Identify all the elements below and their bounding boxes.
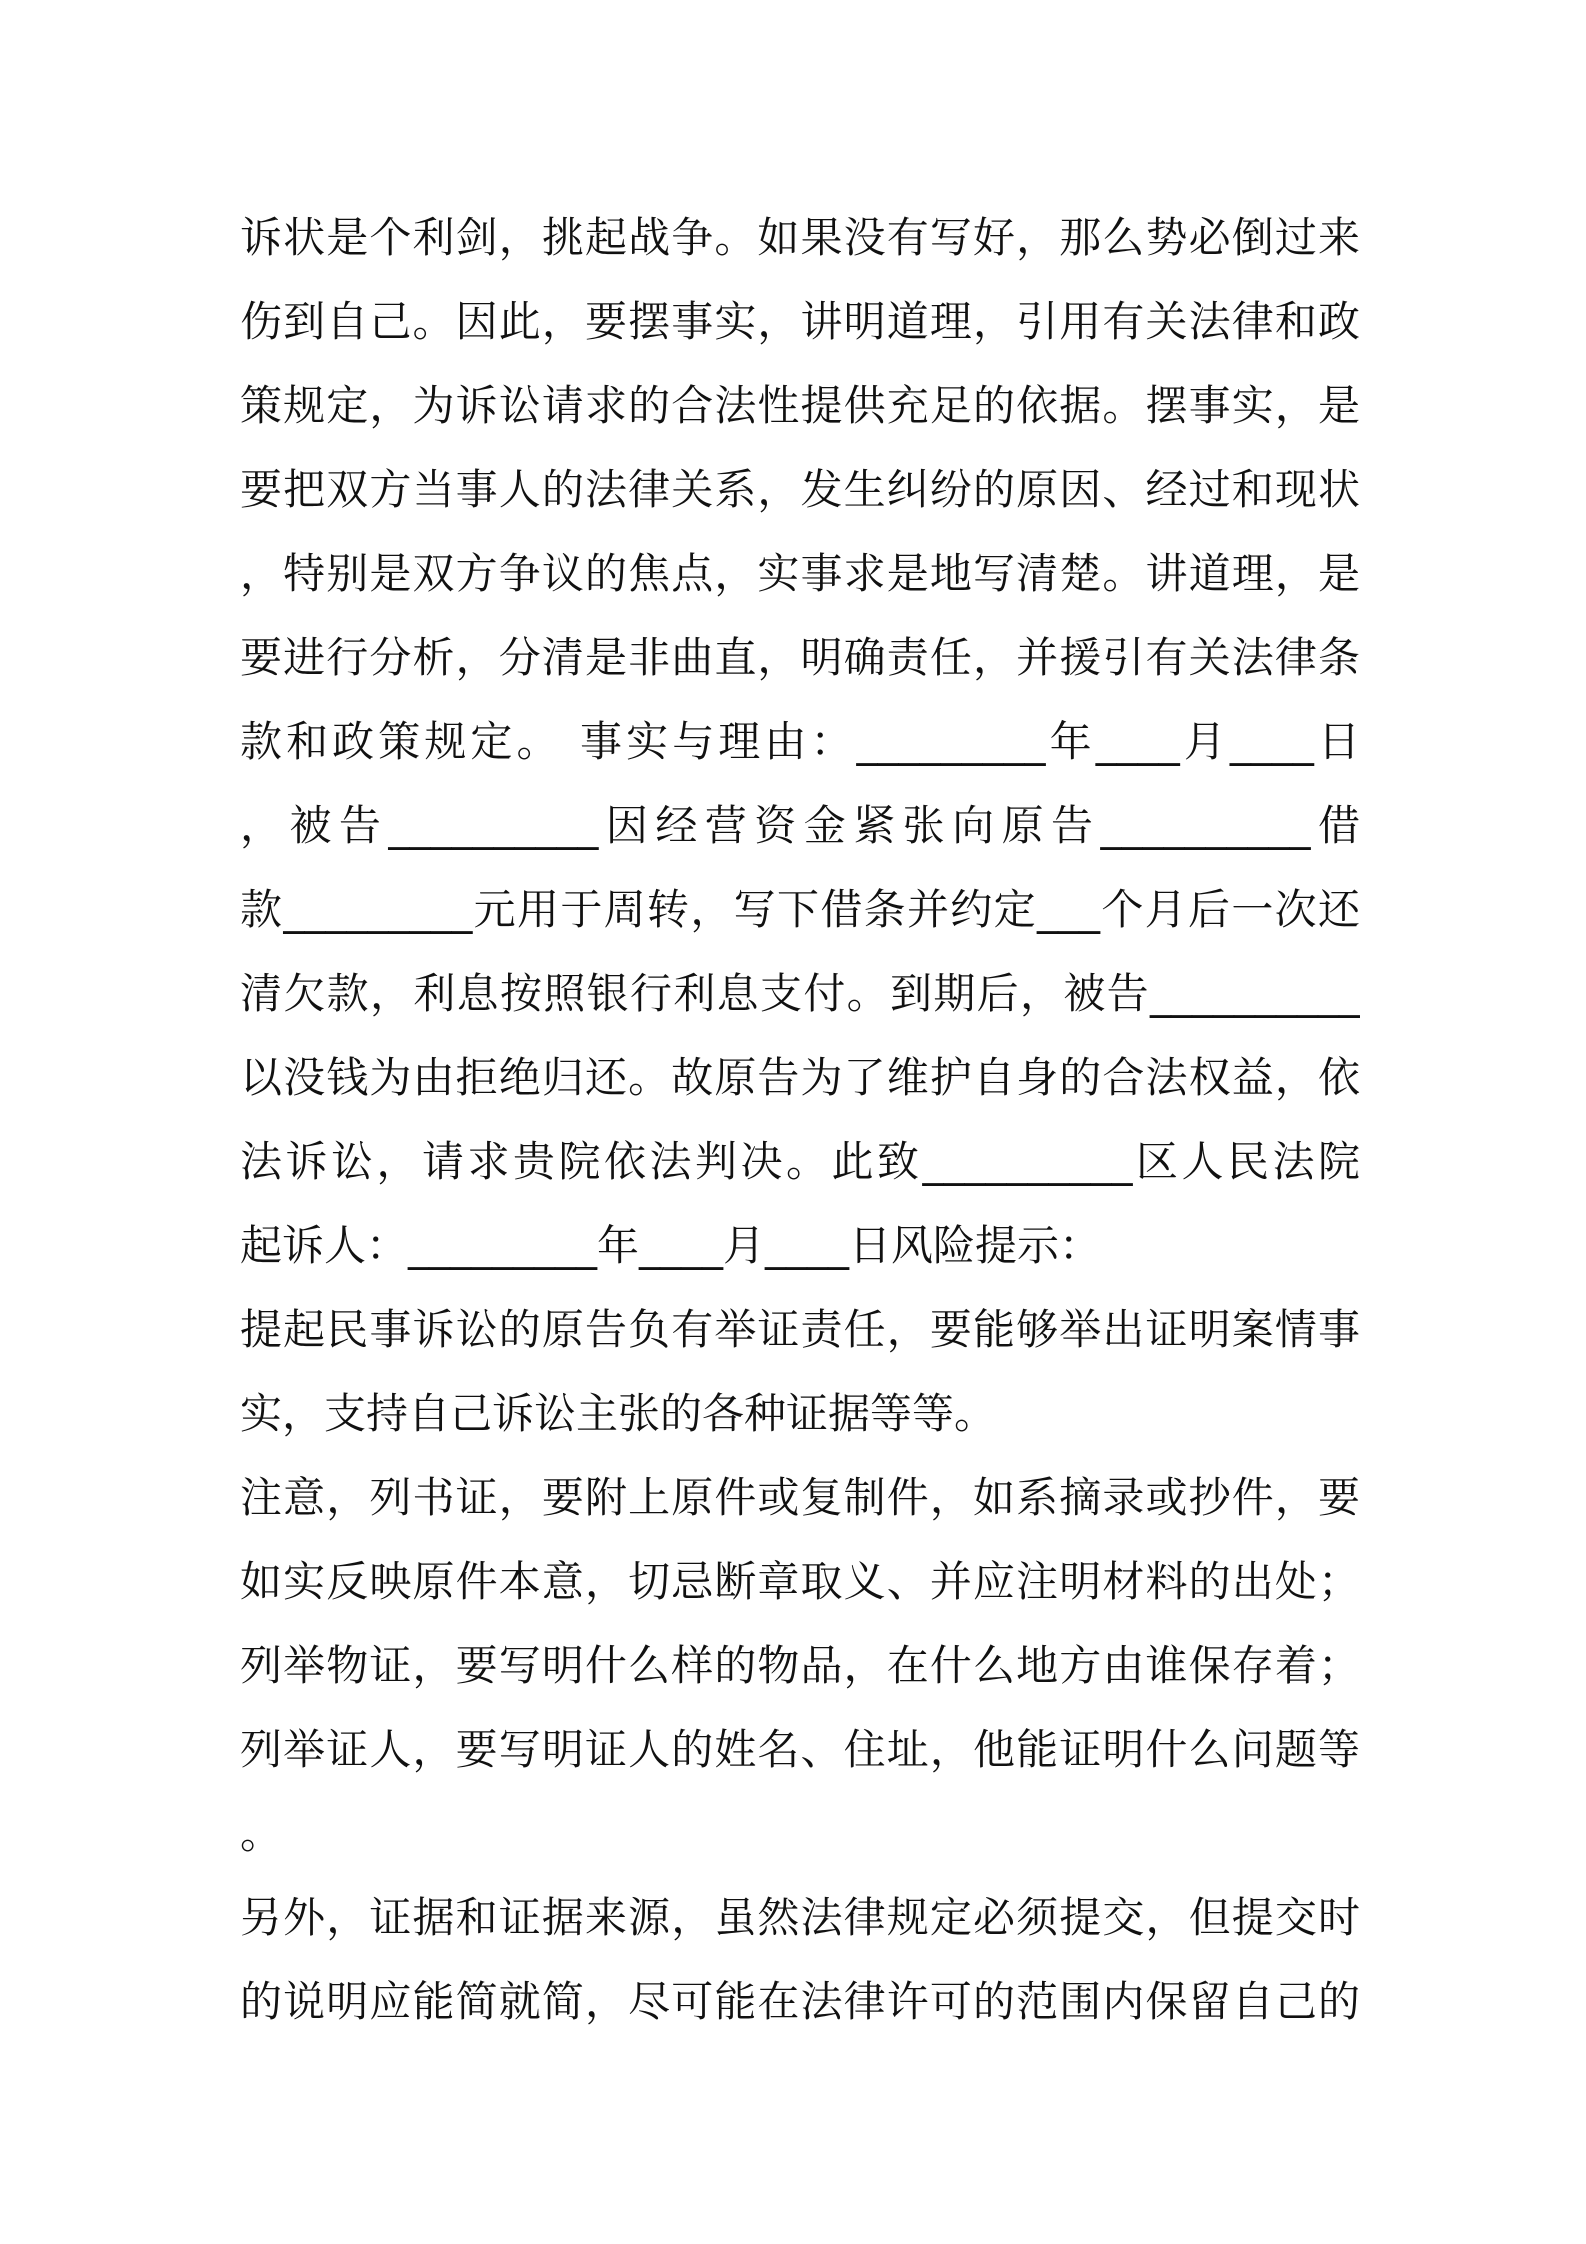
text-line: 法诉讼，请求贵院依法判决。此致__________区人民法院 xyxy=(240,1137,1360,1186)
text-line: 款和政策规定。 事实与理由：_________年____月____日 xyxy=(240,717,1360,766)
text-line: 实，支持自己诉讼主张的各种证据等等。 xyxy=(240,1389,997,1438)
text-line: ，特别是双方争议的焦点，实事求是地写清楚。讲道理，是 xyxy=(240,549,1360,598)
text-line: 要进行分析，分清是非曲直，明确责任，并援引有关法律条 xyxy=(240,633,1360,682)
text-line: ，被告__________因经营资金紧张向原告__________借 xyxy=(240,801,1360,850)
text-line: 另外，证据和证据来源，虽然法律规定必须提交，但提交时 xyxy=(240,1893,1360,1942)
text-line: 提起民事诉讼的原告负有举证责任，要能够举出证明案情事 xyxy=(240,1305,1360,1354)
text-line: 清欠款，利息按照银行利息支付。到期后，被告__________ xyxy=(240,969,1360,1018)
body-text xyxy=(240,196,1360,2044)
text-line: 以没钱为由拒绝归还。故原告为了维护自身的合法权益，依 xyxy=(240,1053,1360,1102)
text-line: 如实反映原件本意，切忌断章取义、并应注明材料的出处； xyxy=(240,1557,1360,1606)
text-line: 款_________元用于周转，写下借条并约定___个月后一次还 xyxy=(240,885,1360,934)
text-line: 起诉人：_________年____月____日风险提示： xyxy=(240,1221,1102,1270)
text-line: 要把双方当事人的法律关系，发生纠纷的原因、经过和现状 xyxy=(240,465,1360,514)
text-line: 列举证人，要写明证人的姓名、住址，他能证明什么问题等 xyxy=(240,1725,1360,1774)
text-line: 列举物证，要写明什么样的物品，在什么地方由谁保存着； xyxy=(240,1641,1360,1690)
text-line: 诉状是个利剑，挑起战争。如果没有写好，那么势必倒过来 xyxy=(240,213,1360,262)
text-line: 的说明应能简就简，尽可能在法律许可的范围内保留自己的 xyxy=(240,1977,1360,2026)
text-line: 伤到自己。因此，要摆事实，讲明道理，引用有关法律和政 xyxy=(240,297,1360,346)
text-line: 策规定，为诉讼请求的合法性提供充足的依据。摆事实，是 xyxy=(240,381,1360,430)
text-line: 。 xyxy=(240,1809,283,1858)
text-line: 注意，列书证，要附上原件或复制件，如系摘录或抄件，要 xyxy=(240,1473,1360,1522)
